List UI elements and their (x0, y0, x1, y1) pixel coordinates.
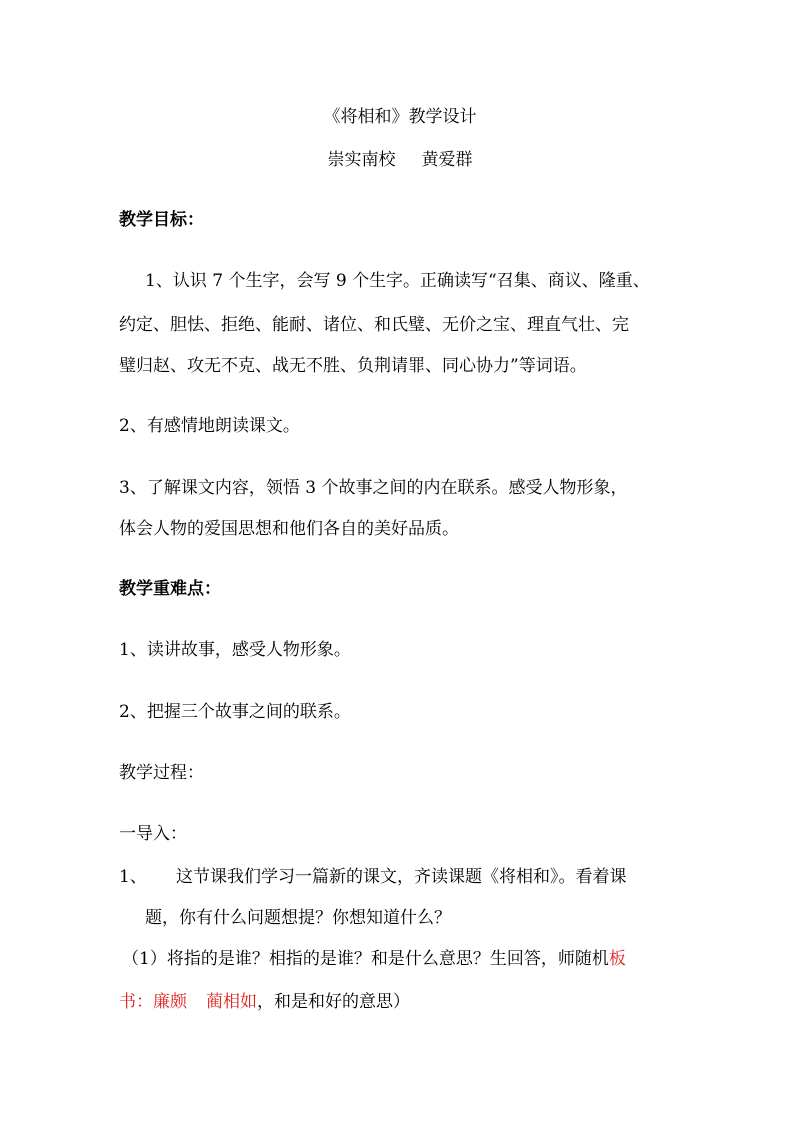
question-1-text: （1）将指的是谁？相指的是谁？和是什么意思？生回答，师随机 (122, 949, 609, 969)
school-name: 崇实南校 (327, 150, 396, 170)
board-writing-lin-xiangru: 蔺相如 (206, 992, 257, 1012)
board-writing-start: 板 (608, 949, 626, 969)
key-points-heading: 教学重难点： (119, 579, 221, 599)
document-title: 《将相和》教学设计 (323, 107, 477, 127)
goal-item-3-line-2: 体会人物的爱国思想和他们各自的美好品质。 (119, 519, 459, 539)
goal-item-1-line-1: 1、认识 7 个生字，会写 9 个生字。正确读写“召集、商议、隆重、 (145, 271, 650, 291)
board-writing-lian-po: 书：廉颇 (119, 992, 187, 1012)
process-heading: 教学过程： (119, 763, 204, 783)
question-1-line-1 (122, 948, 626, 970)
author-name: 黄爱群 (421, 150, 473, 170)
goals-heading: 教学目标： (119, 210, 204, 230)
intro-heading: 一导入： (119, 824, 187, 844)
step-1-number: 1、 (119, 867, 147, 887)
step-1-line-2: 题，你有什么问题想提？你想知道什么？ (145, 908, 451, 928)
goal-item-1-line-3: 璧归赵、攻无不克、战无不胜、负荆请罪、同心协力”等词语。 (119, 356, 587, 376)
question-1-answer-tail: ，和是和好的意思） (257, 992, 410, 1012)
goal-item-1-line-2: 约定、胆怯、拒绝、能耐、诸位、和氏璧、无价之宝、理直气壮、完 (119, 315, 629, 335)
document-byline (0, 149, 800, 171)
key-point-item-1: 1、读讲故事，感受人物形象。 (119, 640, 351, 660)
goal-item-2: 2、有感情地朗读课文。 (119, 416, 300, 436)
goal-item-3-line-1: 3、了解课文内容，领悟 3 个故事之间的内在联系。感受人物形象， (119, 478, 628, 498)
key-point-item-2: 2、把握三个故事之间的联系。 (119, 702, 351, 722)
step-1-line-1: 这节课我们学习一篇新的课文，齐读课题《将相和》。看着课 (176, 867, 627, 887)
question-1-line-2 (119, 991, 410, 1013)
